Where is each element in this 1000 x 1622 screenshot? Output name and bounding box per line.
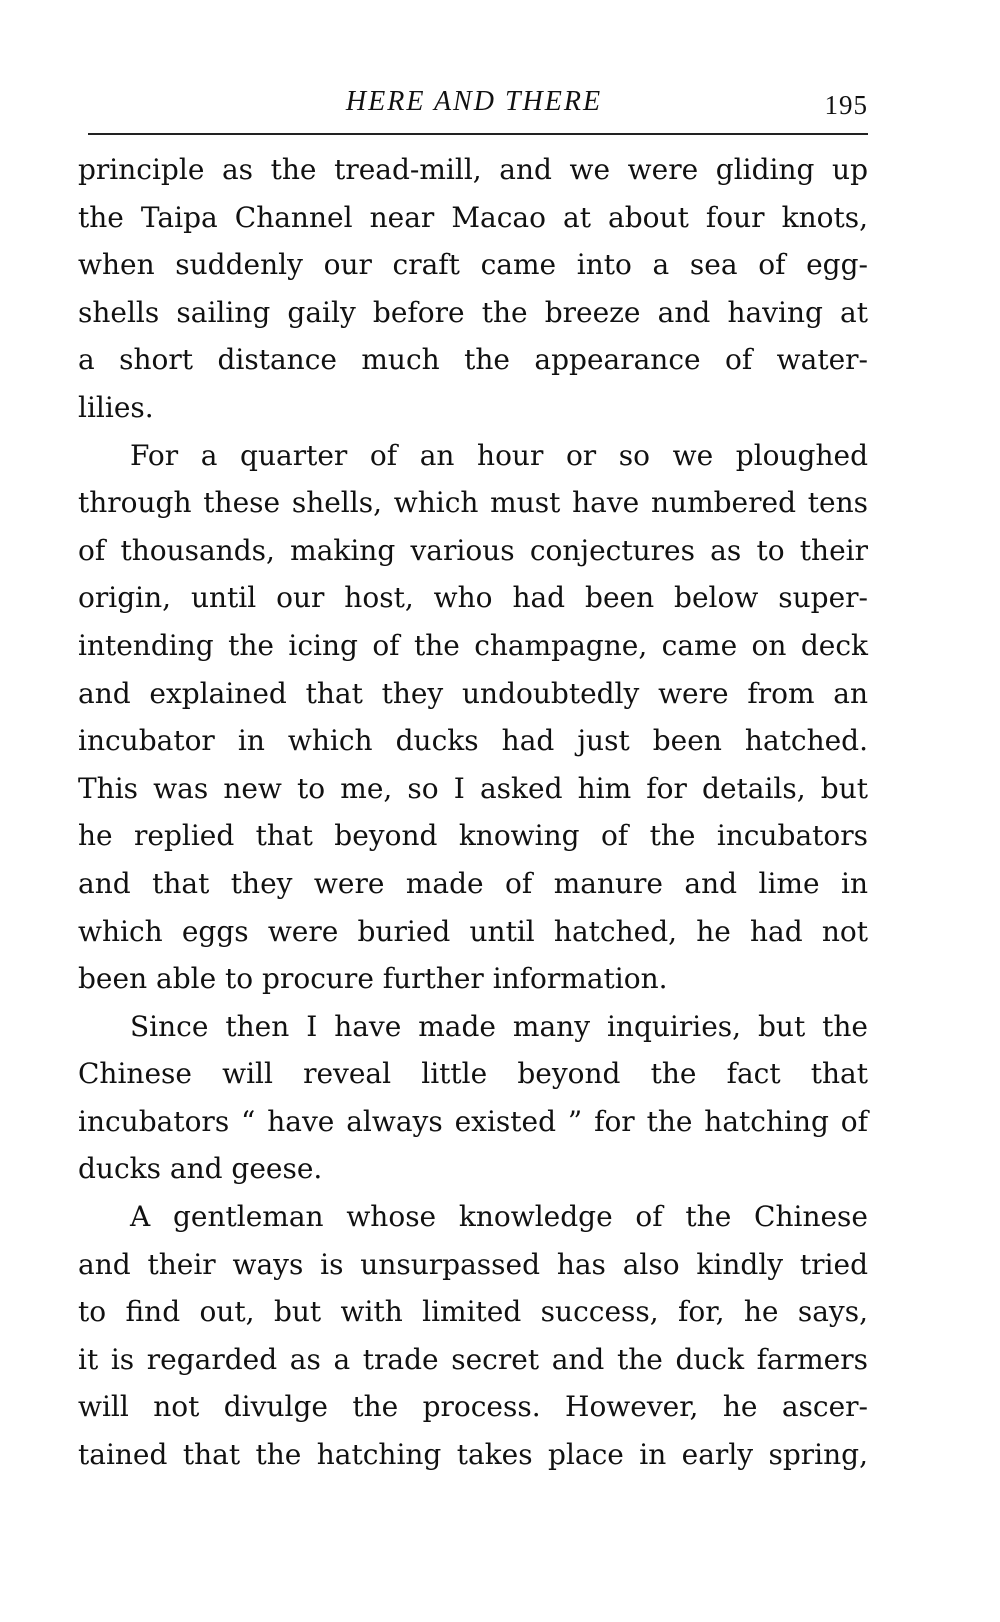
text-line: it is regarded as a trade secret and the duck farmers — [78, 1342, 868, 1376]
text-line: he replied that beyond knowing of the incubators — [78, 819, 868, 853]
text-line: the Taipa Channel near Macao at about four knots, — [78, 200, 868, 234]
paragraph-end-line: ducks and geese. — [78, 1152, 323, 1186]
header-rule — [88, 133, 868, 135]
text-line: which eggs were buried until hatched, he had not — [78, 914, 868, 948]
text-line: a short distance much the appearance of water- — [78, 343, 868, 377]
paragraph-start-line: For a quarter of an hour or so we ploughed — [130, 438, 868, 472]
text-line: tained that the hatching takes place in early spring, — [78, 1438, 868, 1472]
text-line: principle as the tread-mill, and we were gliding up — [78, 153, 868, 186]
paragraph-start-line: A gentleman whose knowledge of the Chinese — [130, 1200, 868, 1234]
text-line: through these shells, which must have numbered tens — [78, 486, 868, 520]
text-line: incubator in which ducks had just been hatched. — [78, 724, 868, 758]
text-line: and explained that they undoubtedly were from an — [78, 676, 868, 710]
body-text — [78, 146, 868, 1479]
running-title: HERE AND THERE — [345, 86, 603, 117]
text-line: incubators “ have always existed ” for the hatching of — [78, 1104, 868, 1138]
page-number: 195 — [824, 90, 868, 120]
text-line: when suddenly our craft came into a sea of egg- — [78, 248, 868, 282]
text-line: This was new to me, so I asked him for details, but — [78, 771, 868, 805]
text-line: origin, until our host, who had been below super- — [78, 581, 868, 615]
text-line: Chinese will reveal little beyond the fact that — [78, 1057, 868, 1091]
text-line: intending the icing of the champagne, came on deck — [78, 628, 868, 662]
text-line: of thousands, making various conjectures as to their — [78, 533, 868, 567]
text-line: will not divulge the process. However, he ascer- — [78, 1390, 868, 1424]
text-line: shells sailing gaily before the breeze and having at — [78, 295, 868, 329]
text-line: and their ways is unsurpassed has also kindly tried — [78, 1247, 868, 1281]
text-line: and that they were made of manure and lime in — [78, 866, 868, 900]
paragraph-end-line: lilies. — [78, 390, 154, 424]
text-line: to find out, but with limited success, for, he says, — [78, 1295, 868, 1329]
running-head — [80, 86, 868, 126]
paragraph-start-line: Since then I have made many inquiries, but the — [130, 1009, 868, 1043]
paragraph-end-line: been able to procure further information. — [78, 962, 668, 996]
